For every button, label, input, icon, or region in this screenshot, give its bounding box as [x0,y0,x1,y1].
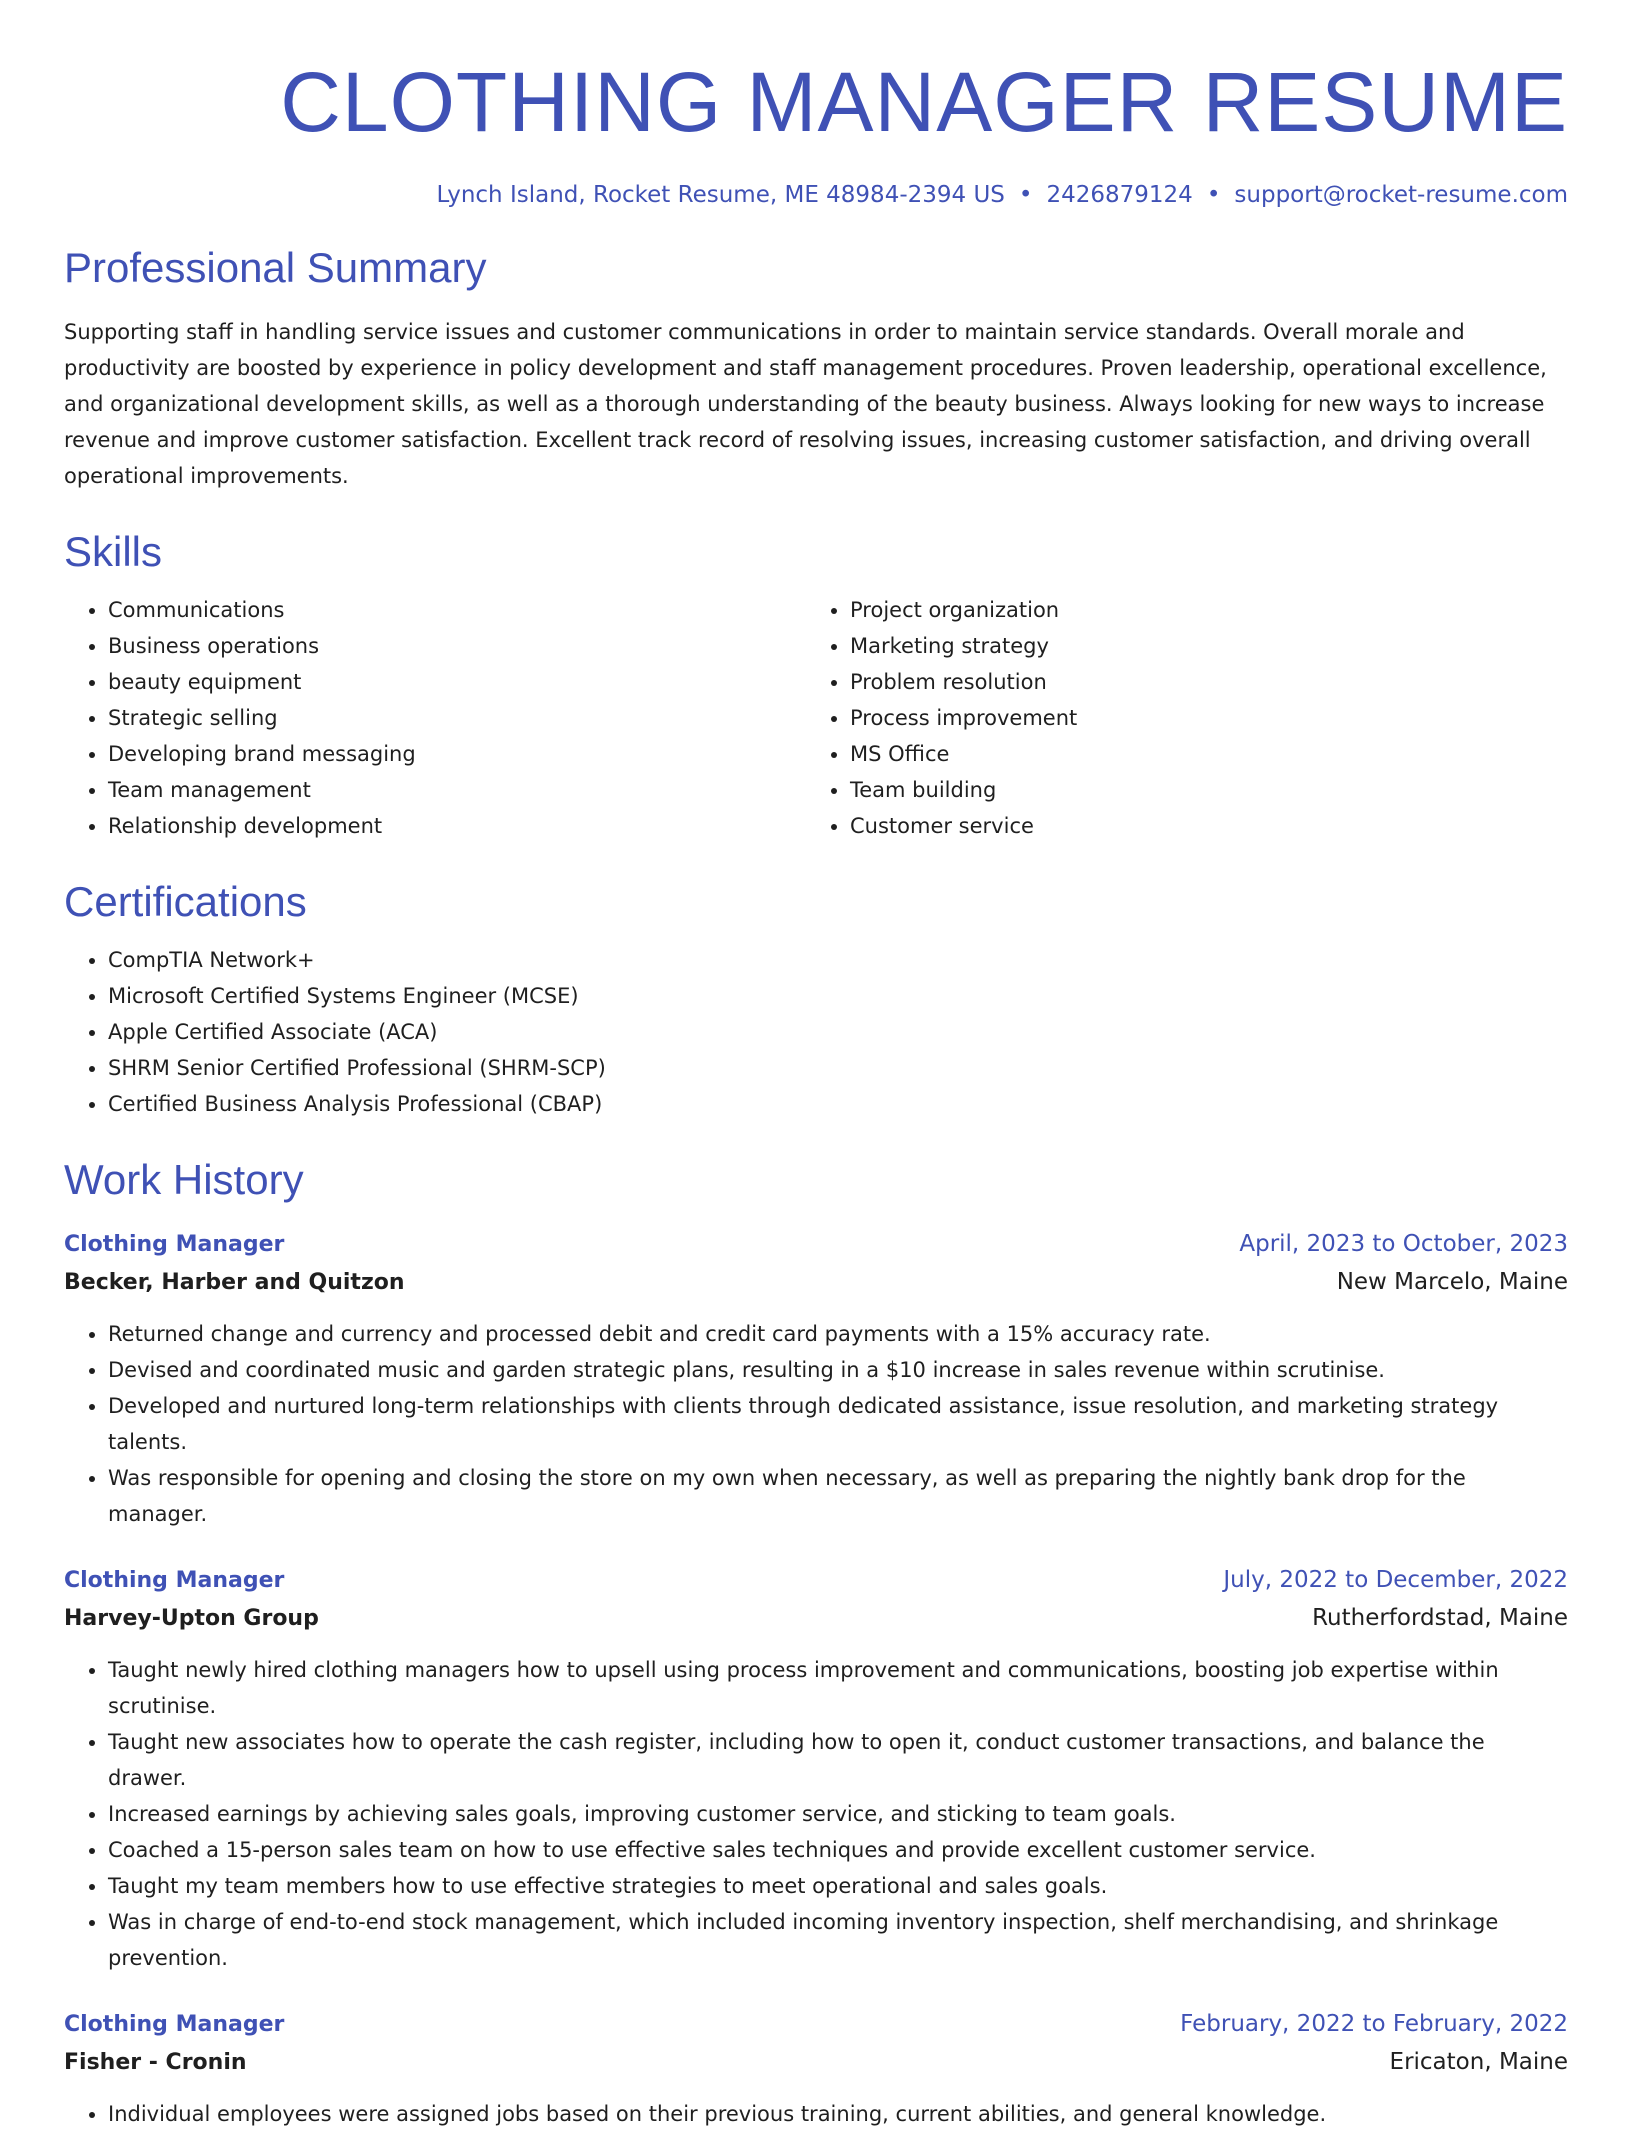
work-history-section [64,1152,1568,2132]
job-bullet: • Increased earnings by achieving sales goals, improving customer service, and sticking to team goals. [108,1796,1568,1832]
contact-email[interactable]: support@rocket-resume.com [1234,182,1568,208]
summary-section [64,240,1568,494]
job-dates: February, 2022 to February, 2022 [1180,2011,1568,2037]
job-company-row [64,1599,1568,1638]
skill-item: • Customer service [850,808,1568,844]
job-bullet: • Developed and nurtured long-term relationships with clients through dedicated assistance, issue resolution, and marketing strategy talents. [108,1388,1568,1460]
skills-list-left [64,592,806,844]
skills-heading: Skills [64,528,163,575]
job-bullet: • Coached a 15-person sales team on how to use effective sales techniques and provide excellent customer service. [108,1832,1568,1868]
skills-list-right [806,592,1568,844]
skill-item: • Marketing strategy [850,628,1568,664]
certification-item: • SHRM Senior Certified Professional (SHRM-SCP) [108,1050,1568,1086]
job-bullet: • Individual employees were assigned jobs based on their previous training, current abilities, and general knowledge. [108,2096,1568,2132]
job-title: Clothing Manager [64,2012,285,2037]
skill-item: • Problem resolution [850,664,1568,700]
resume-header [64,0,1568,210]
contact-separator: • [1206,182,1221,208]
job-company: Becker, Harber and Quitzon [64,1270,405,1295]
job-bullet: • Was in charge of end-to-end stock management, which included incoming inventory inspection, shelf merchandising, and shrinkage prevention. [108,1904,1568,1976]
job-bullet: • Devised and coordinated music and garden strategic plans, resulting in a $10 increase in sales revenue within scrutinise. [108,1352,1568,1388]
skill-item: • Process improvement [850,700,1568,736]
resume-title: CLOTHING MANAGER RESUME [280,55,1568,149]
skill-item: • Communications [108,592,806,628]
job-entry [64,1562,1568,1976]
contact-phone: 2426879124 [1046,182,1193,208]
job-bullet: • Taught new associates how to operate the cash register, including how to open it, conduct customer transactions, and balance the drawer. [108,1724,1568,1796]
certifications-section [64,874,1568,1122]
skill-item: • beauty equipment [108,664,806,700]
job-company-row [64,1263,1568,1302]
job-title: Clothing Manager [64,1232,285,1257]
skill-item: • Team building [850,772,1568,808]
certification-item: • CompTIA Network+ [108,942,1568,978]
job-title: Clothing Manager [64,1568,285,1593]
job-title-row [64,1562,1568,1599]
skill-item: • Team management [108,772,806,808]
certifications-list [64,942,1568,1122]
job-title-row [64,1226,1568,1263]
skill-item: • Project organization [850,592,1568,628]
summary-heading: Professional Summary [64,244,487,291]
job-bullet: • Returned change and currency and processed debit and credit card payments with a 15% accuracy rate. [108,1316,1568,1352]
job-entry [64,1226,1568,1532]
job-bullet: • Was responsible for opening and closing the store on my own when necessary, as well as preparing the nightly bank drop for the manager. [108,1460,1568,1532]
skill-item: • Strategic selling [108,700,806,736]
contact-line [64,180,1568,210]
skills-grid [64,580,1568,844]
certifications-heading: Certifications [64,878,307,925]
skills-section [64,524,1568,844]
job-title-row [64,2006,1568,2043]
job-location: New Marcelo, Maine [1336,1269,1568,1295]
skill-item: • Relationship development [108,808,806,844]
skill-item: • Developing brand messaging [108,736,806,772]
certification-item: • Apple Certified Associate (ACA) [108,1014,1568,1050]
job-location: Ericaton, Maine [1389,2049,1568,2075]
certification-item: • Microsoft Certified Systems Engineer (MCSE) [108,978,1568,1014]
job-bullet: • Taught my team members how to use effective strategies to meet operational and sales goals. [108,1868,1568,1904]
job-company: Fisher - Cronin [64,2050,247,2075]
job-bullet: • Taught newly hired clothing managers how to upsell using process improvement and communications, boosting job expertise within scrutinise. [108,1652,1568,1724]
job-dates: July, 2022 to December, 2022 [1223,1567,1568,1593]
job-entry [64,2006,1568,2132]
skill-item: • Business operations [108,628,806,664]
job-bullets [64,1652,1568,1976]
job-location: Rutherfordstad, Maine [1312,1605,1568,1631]
skill-item: • MS Office [850,736,1568,772]
summary-text: Supporting staff in handling service issues and customer communications in order to maintain service standards. Overall morale and productivity are boosted by experience in policy development and staff management procedures. Proven leadership, operational excellence, and organizational development skills, as well as a thorough understanding of the beauty business. Always looking for new ways to increase revenue and improve customer satisfaction. Excellent track record of resolving issues, increasing customer satisfaction, and driving overall operational improvements. [64,320,1547,488]
job-company-row [64,2043,1568,2082]
certification-item: • Certified Business Analysis Professional (CBAP) [108,1086,1568,1122]
job-bullets [64,2096,1568,2132]
job-bullets [64,1316,1568,1532]
job-dates: April, 2023 to October, 2023 [1239,1231,1568,1257]
contact-address: Lynch Island, Rocket Resume, ME 48984-2394 US [436,182,1005,208]
job-company: Harvey-Upton Group [64,1606,319,1631]
work-history-heading: Work History [64,1156,304,1203]
contact-separator: • [1018,182,1033,208]
